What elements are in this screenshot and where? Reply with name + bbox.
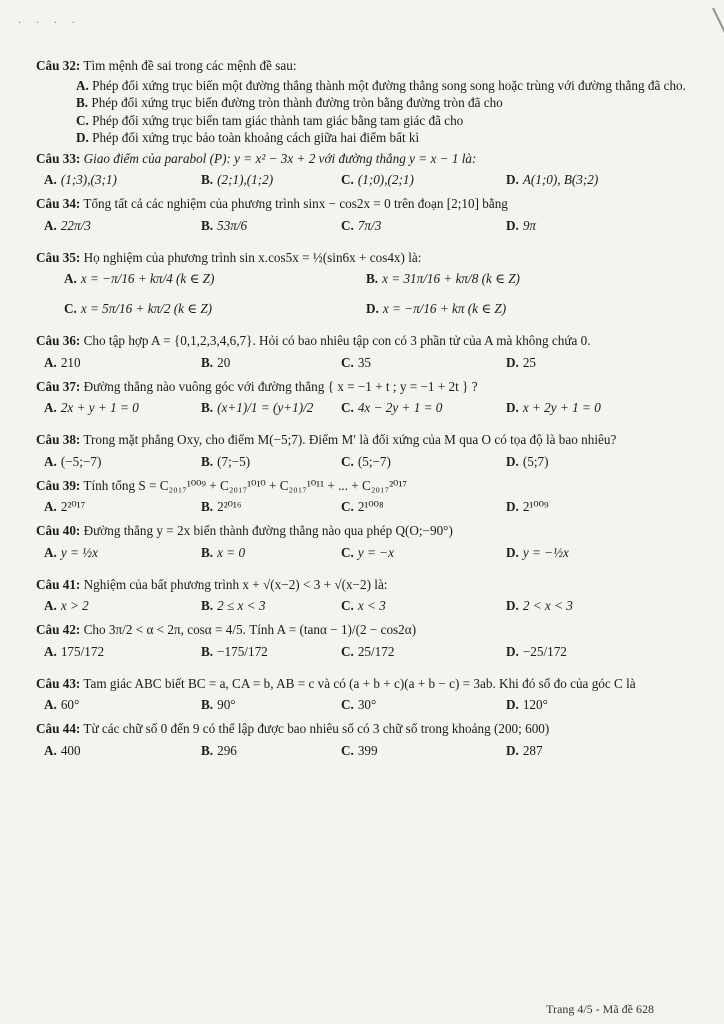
question-number: Câu 44: bbox=[36, 721, 81, 736]
option-c: C. y = −x bbox=[341, 544, 394, 560]
question-text: Tính tổng S = C₂₀₁₇¹⁰⁰⁹ + C₂₀₁₇¹⁰¹⁰ + C₂₀₁₇¹⁰¹¹ + ... + C₂₀₁₇²⁰¹⁷ bbox=[83, 477, 408, 493]
option-b: B. 90° bbox=[201, 697, 236, 712]
option-b: B. 296 bbox=[201, 742, 237, 758]
question-36 bbox=[36, 333, 686, 375]
question-43 bbox=[36, 676, 686, 718]
question-number: Câu 42: bbox=[36, 622, 81, 637]
question-text: Tổng tất cả các nghiệm của phương trình sinx − cos2x = 0 trên đoạn [2;10] bằng bbox=[83, 196, 508, 211]
scan-edge-line bbox=[712, 8, 724, 94]
option-b: B. 2²⁰¹⁶ bbox=[201, 499, 242, 514]
question-text: Tam giác ABC biết BC = a, CA = b, AB = c và có (a + b + c)(a + b − c) = 3ab. Khi đó số đo của góc C là bbox=[83, 675, 636, 691]
question-38 bbox=[36, 432, 686, 474]
question-number: Câu 38: bbox=[36, 432, 81, 447]
option-c: C. x = 5π/16 + kπ/2 (k ∈ Z) bbox=[64, 301, 213, 316]
option-a: A. x = −π/16 + kπ/4 (k ∈ Z) bbox=[64, 271, 215, 286]
question-number: Câu 36: bbox=[36, 333, 81, 348]
option-d: D. 25 bbox=[506, 354, 537, 370]
option-c: C. 399 bbox=[341, 742, 378, 758]
question-41 bbox=[36, 577, 686, 619]
question-number: Câu 41: bbox=[36, 576, 81, 592]
option-a: A. x > 2 bbox=[44, 598, 89, 613]
option-d: D. 9π bbox=[506, 217, 537, 233]
option-a: A. 2x + y + 1 = 0 bbox=[44, 400, 139, 415]
option-d: D. x + 2y + 1 = 0 bbox=[506, 400, 601, 415]
question-39 bbox=[36, 478, 686, 520]
option-b: B. x = 0 bbox=[201, 544, 246, 560]
question-44 bbox=[36, 721, 686, 763]
option-d: D. x = −π/16 + kπ (k ∈ Z) bbox=[366, 301, 507, 316]
option-c: C. 4x − 2y + 1 = 0 bbox=[341, 400, 443, 415]
option-b: B. −175/172 bbox=[201, 643, 268, 659]
option-a: A. y = ½x bbox=[44, 544, 98, 560]
question-text: Đường thẳng nào vuông góc với đường thẳng { x = −1 + t ; y = −1 + 2t } ? bbox=[83, 378, 478, 394]
option-c: C. 2¹⁰⁰⁸ bbox=[341, 499, 384, 514]
option-a: A. 2²⁰¹⁷ bbox=[44, 499, 86, 514]
option-c: C. 25/172 bbox=[341, 643, 395, 659]
option-d: D. y = −½x bbox=[506, 544, 569, 560]
option-a: A. 60° bbox=[44, 697, 80, 712]
question-text: Đường thẳng y = 2x biến thành đường thẳng nào qua phép Q(O;−90°) bbox=[83, 523, 453, 538]
question-text: Nghiệm của bất phương trình x + √(x−2) < 3 + √(x−2) là: bbox=[83, 576, 388, 592]
option-a: A. (−5;−7) bbox=[44, 453, 102, 469]
option-a: A. 210 bbox=[44, 354, 81, 370]
option-a: A. 175/172 bbox=[44, 643, 105, 659]
option-d: D. Phép đối xứng trục bảo toàn khoảng cách giữa hai điểm bất kì bbox=[76, 130, 420, 145]
question-37 bbox=[36, 379, 686, 429]
question-text: Giao điểm của parabol (P): y = x² − 3x + 2 với đường thẳng y = x − 1 là: bbox=[83, 150, 477, 166]
option-a: A. (1;3),(3;1) bbox=[44, 172, 117, 187]
option-b: B. (x+1)/1 = (y+1)/2 bbox=[201, 400, 314, 415]
option-b: B. x = 31π/16 + kπ/8 (k ∈ Z) bbox=[366, 271, 520, 286]
question-text: Từ các chữ số 0 đến 9 có thể lập được bao nhiêu số có 3 chữ số trong khoảng (200; 600) bbox=[83, 721, 550, 736]
question-40 bbox=[36, 523, 686, 573]
question-32 bbox=[36, 58, 686, 147]
question-35 bbox=[36, 250, 686, 330]
option-b: B. 53π/6 bbox=[201, 217, 248, 233]
option-a: A. 22π/3 bbox=[44, 217, 91, 233]
page-footer: Trang 4/5 - Mã đề 628 bbox=[546, 1002, 654, 1016]
option-b: B. 2 ≤ x < 3 bbox=[201, 598, 266, 613]
option-c: C. (5;−7) bbox=[341, 453, 391, 469]
option-b: B. Phép đối xứng trục biến đường tròn thành đường tròn bằng đường tròn đã cho bbox=[76, 95, 503, 110]
question-text: Họ nghiệm của phương trình sin x.cos5x = ½(sin6x + cos4x) là: bbox=[83, 249, 422, 265]
option-c: C. 30° bbox=[341, 697, 377, 712]
question-number: Câu 37: bbox=[36, 378, 81, 394]
option-a: A. 400 bbox=[44, 742, 81, 758]
question-42 bbox=[36, 622, 686, 672]
option-c: C. Phép đối xứng trục biến tam giác thành tam giác bằng tam giác đã cho bbox=[76, 112, 464, 128]
question-number: Câu 43: bbox=[36, 675, 81, 691]
option-c: C. 35 bbox=[341, 354, 372, 370]
question-text: Trong mặt phẳng Oxy, cho điểm M(−5;7). Điểm M′ là đối xứng của M qua O có tọa độ là bao nhiêu? bbox=[83, 432, 617, 447]
option-c: C. x < 3 bbox=[341, 598, 386, 613]
option-b: B. (7;−5) bbox=[201, 453, 251, 469]
option-c: C. 7π/3 bbox=[341, 217, 382, 233]
question-number: Câu 39: bbox=[36, 477, 81, 493]
option-d: D. 2¹⁰⁰⁹ bbox=[506, 499, 549, 514]
question-number: Câu 32: bbox=[36, 58, 81, 73]
question-number: Câu 33: bbox=[36, 150, 81, 166]
question-33 bbox=[36, 151, 686, 193]
question-text: Tìm mệnh đề sai trong các mệnh đề sau: bbox=[83, 58, 297, 73]
question-text: Cho tập hợp A = {0,1,2,3,4,6,7}. Hỏi có bao nhiêu tập con có 3 phần tử của A mà không chứa 0. bbox=[83, 333, 591, 348]
option-d: D. (5;7) bbox=[506, 453, 549, 469]
option-d: D. 2 < x < 3 bbox=[506, 598, 573, 613]
option-d: D. 287 bbox=[506, 742, 543, 758]
option-b: B. (2;1),(1;2) bbox=[201, 172, 274, 187]
option-d: D. −25/172 bbox=[506, 643, 567, 659]
question-number: Câu 35: bbox=[36, 249, 81, 265]
option-c: C. (1;0),(2;1) bbox=[341, 172, 414, 187]
option-d: D. A(1;0), B(3;2) bbox=[506, 172, 599, 187]
option-d: D. 120° bbox=[506, 697, 548, 712]
question-number: Câu 40: bbox=[36, 523, 81, 538]
question-34 bbox=[36, 196, 686, 246]
question-list bbox=[36, 58, 686, 767]
scan-dots: · · · · bbox=[18, 18, 81, 29]
option-b: B. 20 bbox=[201, 354, 231, 370]
option-a: A. Phép đối xứng trục biến một đường thẳng thành một đường thẳng song song hoặc trùng với đường thẳng đã cho. bbox=[76, 77, 686, 93]
question-text: Cho 3π/2 < α < 2π, cosα = 4/5. Tính A = (tanα − 1)/(2 − cos2α) bbox=[83, 622, 417, 637]
question-number: Câu 34: bbox=[36, 196, 81, 211]
